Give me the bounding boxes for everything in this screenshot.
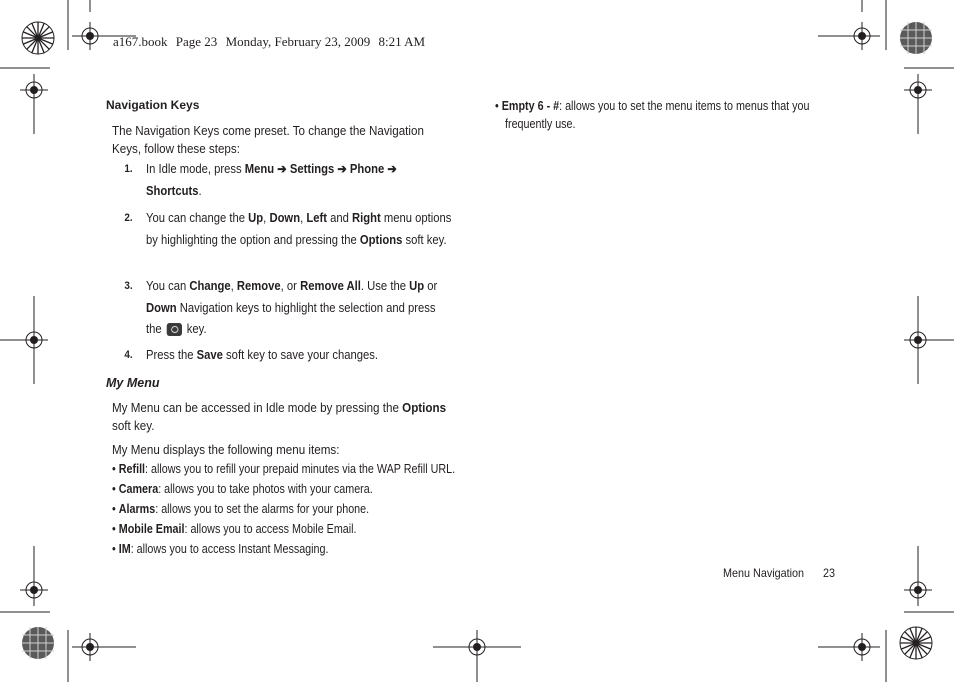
header-file: a167.book — [113, 34, 168, 49]
list-item-empty-6-continued: frequently use. — [505, 117, 576, 131]
page-number: 23 — [823, 566, 836, 580]
step-number: 1. — [124, 163, 133, 175]
footer-section: Menu Navigation — [723, 566, 805, 580]
step-2: 2. You can change the Up, Down, Left and Right menu options by highlighting the option and pressing the Options soft key. — [146, 208, 452, 251]
list-item: • Refill: allows you to refill your prepaid minutes via the WAP Refill URL. — [112, 462, 456, 476]
step-number: 3. — [124, 280, 133, 292]
step-number: 2. — [124, 212, 133, 224]
list-item: • Alarms: allows you to set the alarms for your phone. — [112, 502, 370, 516]
list-item: • Camera: allows you to take photos with your camera. — [112, 482, 373, 496]
my-menu-heading: My Menu — [106, 376, 160, 390]
header-page: Page 23 — [175, 34, 218, 49]
registration-burst-icon — [900, 627, 932, 659]
list-item: • Mobile Email: allows you to access Mobile Email. — [112, 522, 357, 536]
my-menu-paragraph-2: My Menu displays the following menu items: — [112, 443, 340, 457]
my-menu-paragraph-1: My Menu can be accessed in Idle mode by pressing the Options soft key. — [112, 401, 447, 433]
registration-burst-icon — [22, 22, 54, 54]
step-1: 1. In Idle mode, press Menu ➔ Settings ➔ Phone ➔ Shortcuts. — [146, 159, 439, 202]
step-3: 3. You can Change, Remove, or Remove All. Use the Up or Down Navigation keys to highlight the selection and press the key. — [146, 276, 452, 341]
list-item-empty-6: • Empty 6 - #: allows you to set the menu items to menus that you — [495, 99, 810, 113]
step-4: 4. Press the Save soft key to save your changes. — [146, 345, 443, 367]
registration-grid-icon — [22, 627, 54, 659]
registration-grid-icon — [900, 22, 932, 54]
step-number: 4. — [124, 349, 133, 361]
header-date: Monday, February 23, 2009 — [225, 34, 371, 49]
navigation-keys-heading: Navigation Keys — [106, 98, 200, 112]
navigation-keys-intro: The Navigation Keys come preset. To change the Navigation Keys, follow these steps: — [112, 124, 424, 156]
list-item: • IM: allows you to access Instant Messaging. — [112, 542, 329, 556]
header-time: 8:21 AM — [378, 34, 426, 49]
